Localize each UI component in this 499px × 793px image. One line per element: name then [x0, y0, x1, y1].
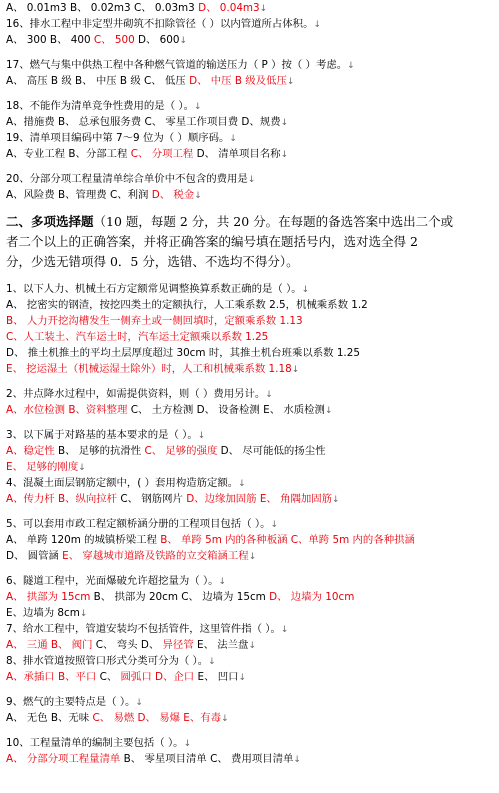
- answer-text: C、 足够的强度: [144, 445, 218, 457]
- paragraph-mark-icon: ↓: [221, 714, 229, 724]
- answer-text: A、 分部分项工程量清单: [6, 753, 121, 765]
- text-segment: 17、燃气与集中供热工程中各种燃气管道的输送压力（ P ）按（ ）考虑。: [6, 59, 348, 71]
- blank-line: [6, 507, 493, 516]
- text-line: [6, 313, 493, 329]
- text-segment: 7、给水工程中，管道安装均不包括管件，这里管件指（ ）。: [6, 623, 281, 635]
- paragraph-mark-icon: ↓: [324, 406, 333, 416]
- text-line: [6, 146, 493, 162]
- answer-text: 异径管: [159, 639, 194, 651]
- answer-text: C、 分项工程: [130, 148, 194, 160]
- blank-line: [6, 418, 493, 427]
- text-line: [6, 114, 493, 130]
- text-line: [6, 694, 493, 710]
- text-segment: A、 挖密实的钢渣，按挖四类土的定额执行，人工乘系数 2.5，机械乘系数 1.2: [6, 299, 368, 311]
- text-segment: 18、不能作为清单竞争性费用的是（ ）。: [6, 100, 194, 112]
- text-line: [6, 171, 493, 187]
- text-line: [6, 130, 493, 146]
- answer-text: B、 单跨 5m 内的各种板涵 C、单跨 5m 内的各种拱涵: [160, 534, 415, 546]
- paragraph-mark-icon: ↓: [291, 365, 300, 375]
- text-segment: D、 圆管涵: [6, 550, 63, 562]
- answer-text: 圆弧口 D、企口: [120, 671, 195, 683]
- text-line: [6, 735, 493, 751]
- section-heading-line: [6, 212, 493, 232]
- text-line: [6, 32, 493, 48]
- paragraph-mark-icon: ↓: [293, 755, 301, 765]
- text-line: [6, 281, 493, 297]
- answer-text: D、 边墙为 10cm: [269, 591, 355, 603]
- paragraph-mark-icon: ↓: [301, 285, 310, 295]
- text-line: [6, 573, 493, 589]
- paragraph-mark-icon: ↓: [332, 495, 340, 505]
- paragraph-mark-icon: ↓: [194, 191, 202, 201]
- text-line: [6, 589, 493, 605]
- text-segment: D、 清单项目名称: [193, 148, 281, 160]
- text-line: [6, 16, 493, 32]
- paragraph-mark-icon: ↓: [238, 673, 247, 683]
- text-segment: D、 600: [134, 34, 180, 46]
- text-segment: A、措施费 B、 总承包服务费 C、 零星工作项目费 D、规费: [6, 116, 281, 128]
- text-segment: 20、分部分项工程量清单综合单价中不包含的费用是: [6, 173, 248, 185]
- paragraph-mark-icon: ↓: [248, 641, 256, 651]
- answer-text: E、 足够的刚度: [6, 461, 79, 473]
- text-line: [6, 427, 493, 443]
- text-line: [6, 459, 493, 475]
- text-line: [6, 329, 493, 345]
- text-segment: E、 法兰盘: [193, 639, 249, 651]
- answer-text: A、水位检测 B、资料整理: [6, 404, 128, 416]
- paragraph-mark-icon: ↓: [238, 479, 246, 489]
- answer-text: D、边缘加固筋 E、 角隅加固筋: [186, 493, 333, 505]
- paragraph-mark-icon: ↓: [280, 625, 289, 635]
- blank-line: [6, 377, 493, 386]
- paragraph-mark-icon: ↓: [286, 77, 295, 87]
- text-segment: （10 题，每题 2 分，共 20 分。在每题的备选答案中选出二个或: [93, 214, 454, 229]
- blank-line: [6, 162, 493, 171]
- answer-text: E、 挖运湿土（机械运湿土除外）时，人工和机械乘系数 1.18: [6, 363, 292, 375]
- text-line: [6, 637, 493, 653]
- answer-text: C、 易燃 D、 易爆 E、有毒: [92, 712, 222, 724]
- paragraph-mark-icon: ↓: [135, 698, 143, 708]
- paragraph-mark-icon: ↓: [347, 61, 355, 71]
- paragraph-mark-icon: ↓: [313, 20, 322, 30]
- text-line: [6, 187, 493, 203]
- answer-text: A、 三通 B、 阀门: [6, 639, 93, 651]
- text-line: [6, 516, 493, 532]
- paragraph-mark-icon: ↓: [78, 463, 86, 473]
- text-segment: D、 尽可能低的扬尘性: [217, 445, 326, 457]
- text-segment: E、 凹口: [194, 671, 239, 683]
- text-line: [6, 73, 493, 89]
- text-line: [6, 532, 493, 548]
- paragraph-mark-icon: ↓: [183, 739, 192, 749]
- paragraph-mark-icon: ↓: [229, 134, 237, 144]
- text-segment: 二、多项选择题: [6, 214, 94, 229]
- text-line: [6, 57, 493, 73]
- text-segment: 16、排水工程中非定型井砌筑不扣除管径（ ）以内管道所占体积。: [6, 18, 314, 30]
- text-segment: C、: [96, 671, 121, 683]
- answer-text: C、 500: [93, 34, 135, 46]
- answer-text: C、人工装土、汽车运土时，汽车运土定额乘以系数 1.25: [6, 331, 269, 343]
- text-line: [6, 297, 493, 313]
- blank-line: [6, 203, 493, 212]
- text-segment: C、 土方检测 D、 设备检测 E、 水质检测: [127, 404, 325, 416]
- paragraph-mark-icon: ↓: [265, 390, 273, 400]
- text-segment: 10、工程量清单的编制主要包括（ ）。: [6, 737, 184, 749]
- answer-text: A、稳定性: [6, 445, 55, 457]
- text-line: [6, 548, 493, 564]
- answer-text: B、 人力开挖沟槽发生一侧弃土或一侧回填时，定额乘系数 1.13: [6, 315, 303, 327]
- text-line: [6, 605, 493, 621]
- text-line: [6, 751, 493, 767]
- text-segment: 分，少选无错项得 0．5 分，选错、不选均不得分）。: [6, 254, 299, 269]
- answer-text: D、 0.04m3: [198, 2, 260, 14]
- text-segment: A、 300 B、 400: [6, 34, 94, 46]
- blank-line: [6, 564, 493, 573]
- blank-line: [6, 726, 493, 735]
- paragraph-mark-icon: ↓: [197, 431, 206, 441]
- text-line: [6, 669, 493, 685]
- paragraph-mark-icon: ↓: [248, 552, 257, 562]
- text-line: [6, 98, 493, 114]
- paragraph-mark-icon: ↓: [280, 118, 289, 128]
- paragraph-mark-icon: ↓: [247, 175, 256, 185]
- blank-line: [6, 89, 493, 98]
- section-heading-line: [6, 252, 493, 272]
- paragraph-mark-icon: ↓: [79, 609, 88, 619]
- text-segment: 3、以下属于对路基的基本要求的是（ ）。: [6, 429, 198, 441]
- answer-text: A、 拱部为 15cm: [6, 591, 91, 603]
- blank-line: [6, 48, 493, 57]
- text-segment: A、 高压 B 级 B、 中压 B 级 C、 低压: [6, 75, 190, 87]
- text-segment: 者二个以上的正确答案，并将正确答案的编号填在题括号内，选对选全得 2: [6, 234, 418, 249]
- paragraph-mark-icon: ↓: [208, 657, 216, 667]
- text-segment: B、 足够的抗滑性: [54, 445, 145, 457]
- paragraph-mark-icon: ↓: [218, 577, 227, 587]
- text-segment: 1、以下人力、机械土石方定额常见调整换算系数正确的是（ ）。: [6, 283, 302, 295]
- text-line: [6, 386, 493, 402]
- text-line: [6, 475, 493, 491]
- text-segment: 6、隧道工程中，光面爆破允许超挖量为（ ）。: [6, 575, 219, 587]
- text-segment: A、 单跨 120m 的城镇桥梁工程: [6, 534, 161, 546]
- text-segment: 5、可以套用市政工程定额桥涵分册的工程项目包括（ ）。: [6, 518, 271, 530]
- text-line: [6, 345, 493, 361]
- text-segment: C、 弯头 D、: [92, 639, 160, 651]
- text-segment: E、边墙为 8cm: [6, 607, 80, 619]
- answer-text: D、 税金: [151, 189, 195, 201]
- text-line: [6, 361, 493, 377]
- text-segment: 4、混凝土面层钢筋定额中，( ）套用构造筋定额。: [6, 477, 239, 489]
- text-segment: 8、排水管道按照管口形式分类可分为（ ）。: [6, 655, 209, 667]
- paragraph-mark-icon: ↓: [259, 4, 268, 14]
- text-line: [6, 621, 493, 637]
- text-segment: 2、井点降水过程中，如需提供资料，则（ ）费用另计。: [6, 388, 266, 400]
- paragraph-mark-icon: ↓: [179, 36, 188, 46]
- text-segment: 19、清单项目编码中第 7～9 位为（ ）顺序码。: [6, 132, 230, 144]
- text-line: [6, 653, 493, 669]
- text-line: [6, 491, 493, 507]
- text-line: [6, 0, 493, 16]
- blank-line: [6, 272, 493, 281]
- paragraph-mark-icon: ↓: [280, 150, 289, 160]
- paragraph-mark-icon: ↓: [193, 102, 202, 112]
- text-segment: A、专业工程 B、分部工程: [6, 148, 131, 160]
- text-segment: A、 无色 B、无味: [6, 712, 93, 724]
- answer-text: D、 中压 B 级及低压: [189, 75, 287, 87]
- answer-text: E、 穿越城市道路及铁路的立交箱涵工程: [62, 550, 249, 562]
- text-segment: B、 零星项目清单 C、 费用项目清单: [120, 753, 294, 765]
- answer-text: A、传力杆 B、纵向拉杆: [6, 493, 118, 505]
- text-segment: A、 0.01m3 B、 0.02m3 C、 0.03m3: [6, 2, 199, 14]
- text-segment: C、 钢筋网片: [117, 493, 187, 505]
- answer-text: A、承插口 B、平口: [6, 671, 97, 683]
- paragraph-mark-icon: ↓: [270, 520, 279, 530]
- text-segment: D、 推土机推土的平均土层厚度超过 30cm 时，其推土机台班乘以系数 1.25: [6, 347, 360, 359]
- text-line: [6, 443, 493, 459]
- text-segment: A、风险费 B、管理费 C、利润: [6, 189, 152, 201]
- blank-line: [6, 685, 493, 694]
- section-heading-line: [6, 232, 493, 252]
- text-segment: 9、燃气的主要特点是（ ）。: [6, 696, 136, 708]
- text-line: [6, 710, 493, 726]
- text-segment: B、 拱部为 20cm C、 边墙为 15cm: [90, 591, 270, 603]
- text-line: [6, 402, 493, 418]
